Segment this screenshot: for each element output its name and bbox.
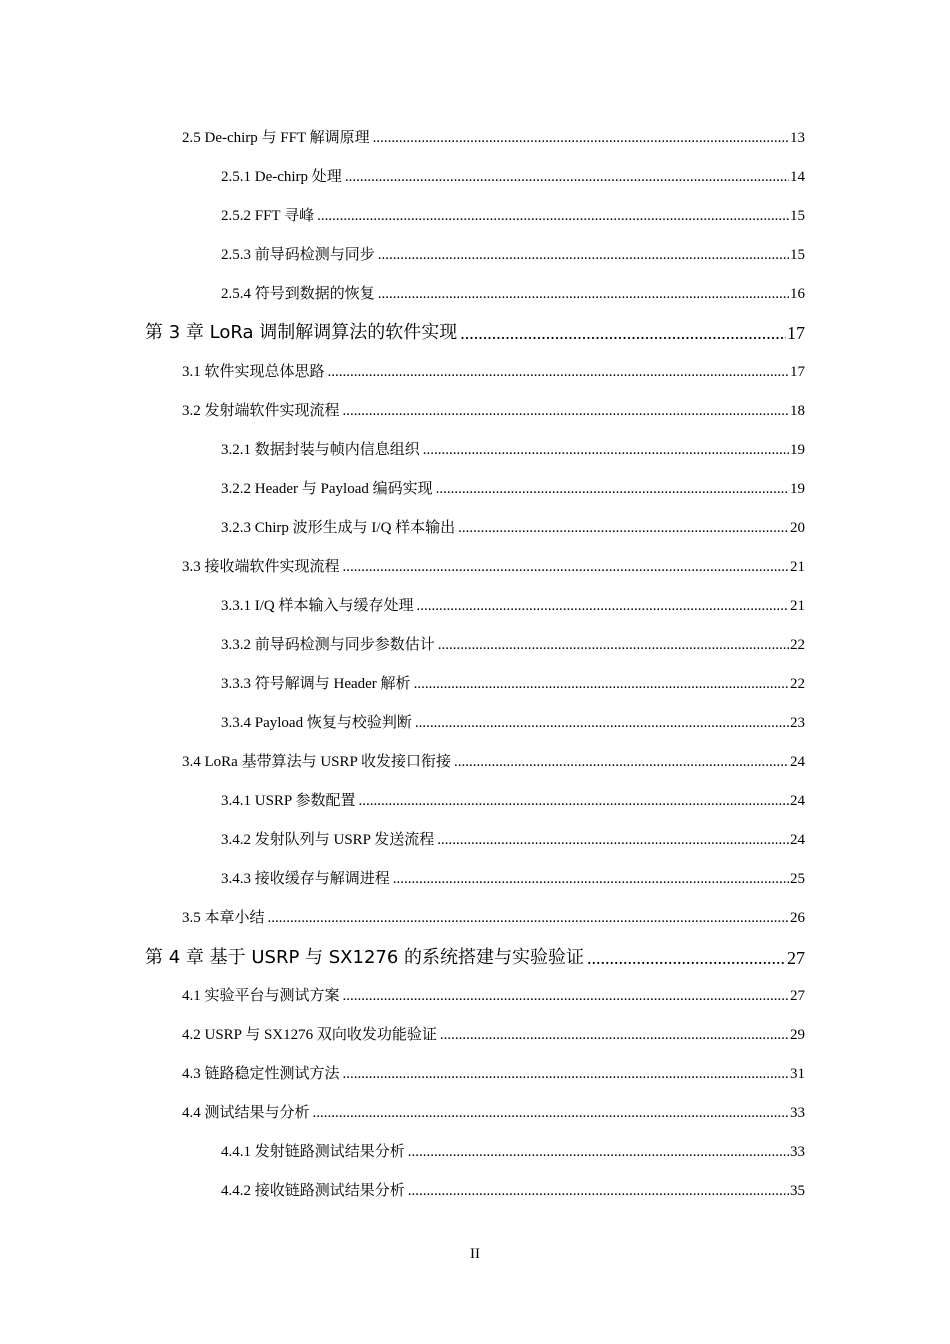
toc-dot-leader: [436, 482, 789, 497]
toc-dot-leader: [423, 443, 789, 458]
toc-entry-3-3[interactable]: [182, 555, 805, 575]
toc-dot-leader: [587, 949, 786, 967]
toc-entry-label: 4.2 USRP 与 SX1276 双向收发功能验证: [182, 1027, 437, 1043]
toc-entry-page: 22: [790, 676, 805, 692]
toc-entry-label: 2.5.4 符号到数据的恢复: [221, 286, 375, 302]
toc-entry-page: 29: [790, 1027, 805, 1043]
toc-entry-4-4-1[interactable]: [221, 1140, 805, 1160]
toc-entry-page: 24: [790, 793, 805, 809]
toc-entry-3-4-2[interactable]: [221, 828, 805, 848]
toc-entry-page: 31: [790, 1066, 805, 1082]
toc-entry-label: 3.2.1 数据封装与帧内信息组织: [221, 442, 420, 458]
toc-entry-label: 2.5 De-chirp 与 FFT 解调原理: [182, 130, 370, 146]
toc-dot-leader: [343, 1067, 789, 1082]
toc-dot-leader: [415, 716, 789, 731]
toc-entry-4-2[interactable]: [182, 1023, 805, 1043]
toc-entry-label: 2.5.3 前导码检测与同步: [221, 247, 375, 263]
toc-entry-label: 3.5 本章小结: [182, 910, 265, 926]
toc-dot-leader: [414, 677, 789, 692]
toc-entry-page: 33: [790, 1105, 805, 1121]
toc-dot-leader: [454, 755, 789, 770]
toc-entry-3-4-3[interactable]: [221, 867, 805, 887]
toc-entry-label: 3.3.4 Payload 恢复与校验判断: [221, 715, 412, 731]
toc-dot-leader: [408, 1184, 789, 1199]
toc-entry-page: 21: [790, 598, 805, 614]
toc-dot-leader: [343, 404, 789, 419]
toc-dot-leader: [343, 989, 789, 1004]
toc-entry-label: 4.4.2 接收链路测试结果分析: [221, 1183, 405, 1199]
toc-entry-page: 22: [790, 637, 805, 653]
toc-entry-page: 16: [790, 286, 805, 302]
toc-entry-page: 33: [790, 1144, 805, 1160]
toc-entry-label: 3.2.2 Header 与 Payload 编码实现: [221, 481, 433, 497]
toc-entry-label: 3.2 发射端软件实现流程: [182, 403, 340, 419]
toc-entry-label: 4.1 实验平台与测试方案: [182, 988, 340, 1004]
toc-entry-2-5[interactable]: [182, 126, 805, 146]
toc-entry-page: 21: [790, 559, 805, 575]
toc-entry-label: 3.3.1 I/Q 样本输入与缓存处理: [221, 598, 414, 614]
toc-dot-leader: [440, 1028, 789, 1043]
toc-entry-page: 18: [790, 403, 805, 419]
toc-entry-label: 第 4 章 基于 USRP 与 SX1276 的系统搭建与实验验证: [145, 947, 585, 968]
toc-entry-3-2-3[interactable]: [221, 516, 805, 536]
toc-entry-label: 2.5.2 FFT 寻峰: [221, 208, 315, 224]
toc-entry-label: 2.5.1 De-chirp 处理: [221, 169, 342, 185]
toc-dot-leader: [317, 209, 789, 224]
toc-dot-leader: [378, 287, 789, 302]
toc-entry-label: 3.4.1 USRP 参数配置: [221, 793, 356, 809]
toc-dot-leader: [438, 638, 789, 653]
toc-dot-leader: [393, 872, 789, 887]
toc-dot-leader: [268, 911, 789, 926]
page-number: II: [470, 1246, 480, 1262]
toc-entry-page: 15: [790, 247, 805, 263]
toc-entry-label: 3.1 软件实现总体思路: [182, 364, 325, 380]
toc-entry-page: 27: [790, 988, 805, 1004]
toc-entry-4-4-2[interactable]: [221, 1179, 805, 1199]
toc-entry-3-3-4[interactable]: [221, 711, 805, 731]
toc-entry-3-2-2[interactable]: [221, 477, 805, 497]
toc-entry-4-4[interactable]: [182, 1101, 805, 1121]
toc-entry-label: 4.4.1 发射链路测试结果分析: [221, 1144, 405, 1160]
toc-entry-page: 20: [790, 520, 805, 536]
toc-entry-chapter-3[interactable]: [145, 318, 805, 342]
toc-entry-3-5[interactable]: [182, 906, 805, 926]
toc-entry-3-4[interactable]: [182, 750, 805, 770]
toc-dot-leader: [458, 521, 789, 536]
toc-entry-label: 3.3 接收端软件实现流程: [182, 559, 340, 575]
toc-entry-3-3-1[interactable]: [221, 594, 805, 614]
toc-entry-page: 14: [790, 169, 805, 185]
toc-dot-leader: [408, 1145, 789, 1160]
toc-dot-leader: [378, 248, 789, 263]
toc-entry-page: 27: [787, 948, 805, 968]
toc-dot-leader: [417, 599, 790, 614]
toc-entry-2-5-4[interactable]: [221, 282, 805, 302]
toc-entry-page: 23: [790, 715, 805, 731]
toc-entry-page: 24: [790, 832, 805, 848]
toc-entry-page: 17: [790, 364, 805, 380]
toc-dot-leader: [437, 833, 789, 848]
toc-entry-page: 35: [790, 1183, 805, 1199]
toc-entry-2-5-3[interactable]: [221, 243, 805, 263]
toc-entry-4-3[interactable]: [182, 1062, 805, 1082]
toc-entry-3-2[interactable]: [182, 399, 805, 419]
toc-entry-3-4-1[interactable]: [221, 789, 805, 809]
toc-entry-page: 26: [790, 910, 805, 926]
toc-entry-page: 13: [790, 130, 805, 146]
toc-entry-page: 19: [790, 481, 805, 497]
toc-entry-chapter-4[interactable]: [145, 943, 805, 967]
toc-entry-3-3-2[interactable]: [221, 633, 805, 653]
toc-entry-3-1[interactable]: [182, 360, 805, 380]
toc-entry-page: 17: [787, 323, 805, 343]
toc-entry-label: 3.2.3 Chirp 波形生成与 I/Q 样本输出: [221, 520, 456, 536]
toc-entry-4-1[interactable]: [182, 984, 805, 1004]
toc-entry-label: 3.3.3 符号解调与 Header 解析: [221, 676, 411, 692]
toc-entry-label: 3.4.2 发射队列与 USRP 发送流程: [221, 832, 435, 848]
toc-dot-leader: [373, 131, 789, 146]
toc-dot-leader: [460, 324, 786, 342]
toc-dot-leader: [313, 1106, 789, 1121]
toc-dot-leader: [328, 365, 789, 380]
toc-entry-2-5-2[interactable]: [221, 204, 805, 224]
toc-dot-leader: [345, 170, 789, 185]
toc-entry-3-3-3[interactable]: [221, 672, 805, 692]
toc-entry-label: 3.3.2 前导码检测与同步参数估计: [221, 637, 435, 653]
toc-entry-page: 24: [790, 754, 805, 770]
toc-entry-label: 3.4 LoRa 基带算法与 USRP 收发接口衔接: [182, 754, 452, 770]
toc-dot-leader: [358, 794, 789, 809]
toc-entry-page: 25: [790, 871, 805, 887]
toc-entry-page: 19: [790, 442, 805, 458]
toc-dot-leader: [343, 560, 789, 575]
toc-entry-2-5-1[interactable]: [221, 165, 805, 185]
toc-entry-label: 3.4.3 接收缓存与解调进程: [221, 871, 390, 887]
toc-entry-label: 4.4 测试结果与分析: [182, 1105, 310, 1121]
toc-entry-label: 第 3 章 LoRa 调制解调算法的软件实现: [145, 322, 458, 343]
toc-entry-3-2-1[interactable]: [221, 438, 805, 458]
toc-entry-label: 4.3 链路稳定性测试方法: [182, 1066, 340, 1082]
toc-entry-page: 15: [790, 208, 805, 224]
